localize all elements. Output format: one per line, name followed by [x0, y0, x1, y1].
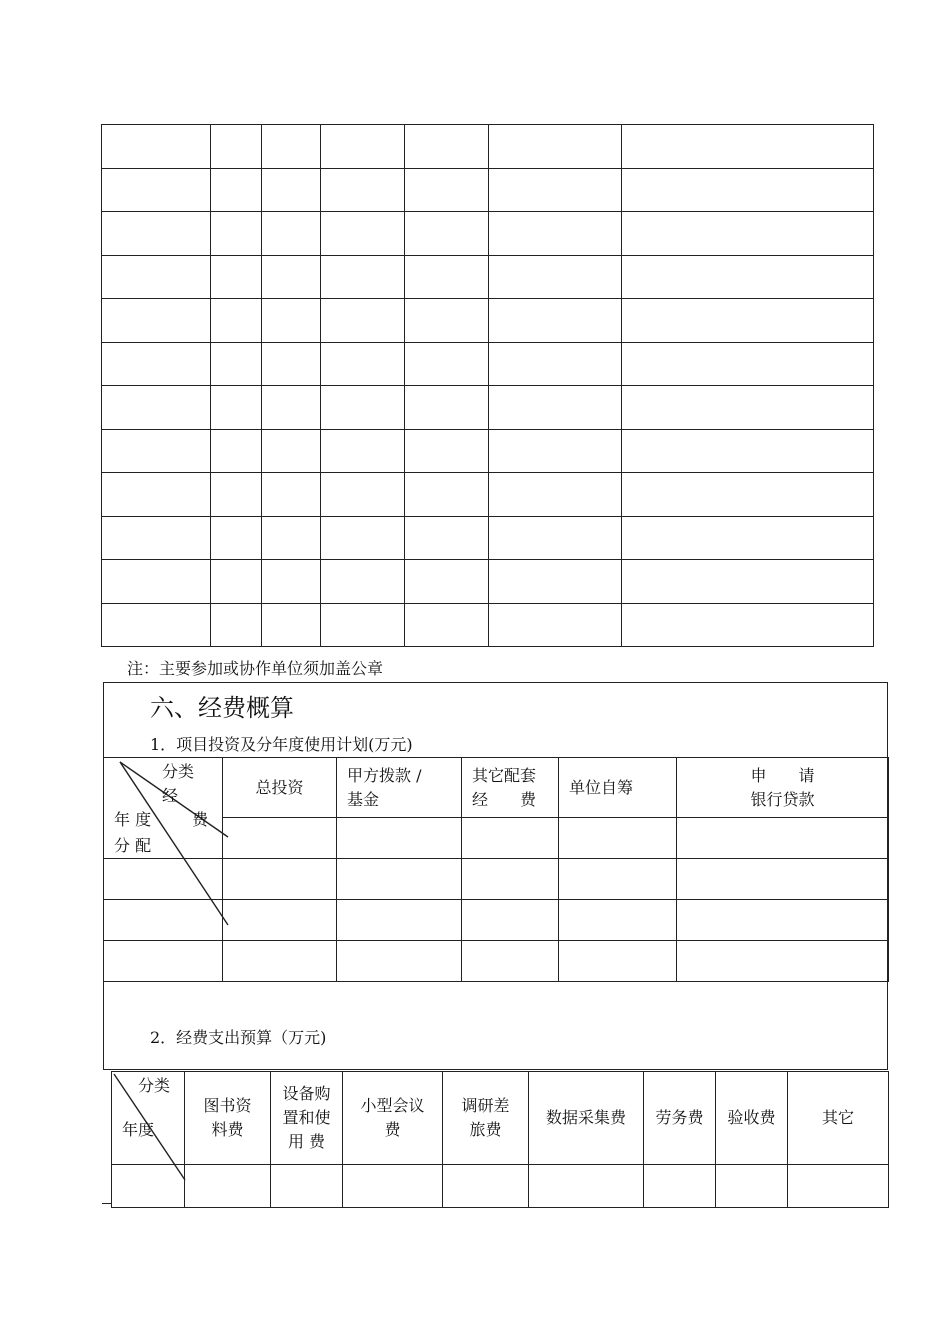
member-cell: [405, 386, 489, 430]
member-cell: [321, 168, 405, 212]
member-cell: [405, 255, 489, 299]
member-cell: [489, 125, 622, 169]
member-cell: [211, 212, 262, 256]
member-row: [102, 212, 874, 256]
corner-label-allocation: 分 配: [114, 836, 152, 855]
member-row: [102, 255, 874, 299]
member-cell: [102, 255, 211, 299]
member-row: [102, 560, 874, 604]
member-cell: [622, 299, 874, 343]
member-cell: [405, 168, 489, 212]
member-cell: [622, 212, 874, 256]
plan-row: [104, 941, 889, 982]
plan-subtitle: 1．项目投资及分年度使用计划(万元): [150, 735, 413, 754]
member-cell: [489, 473, 622, 517]
member-cell: [262, 299, 321, 343]
member-cell: [405, 429, 489, 473]
member-cell: [211, 168, 262, 212]
member-cell: [622, 168, 874, 212]
member-row: [102, 168, 874, 212]
member-cell: [321, 516, 405, 560]
member-cell: [622, 516, 874, 560]
member-cell: [211, 125, 262, 169]
plan-corner-cell: [104, 758, 223, 859]
member-cell: [321, 473, 405, 517]
page-edge-mark: [102, 1203, 112, 1204]
member-cell: [622, 560, 874, 604]
member-cell: [321, 255, 405, 299]
member-cell: [622, 429, 874, 473]
col-party-a-funding: 甲方拨款 / 基金: [337, 758, 462, 818]
member-cell: [321, 386, 405, 430]
corner-label-category: 分类: [162, 762, 195, 781]
col-data-collection: 数据采集费: [529, 1072, 644, 1165]
member-cell: [262, 255, 321, 299]
col-research-travel: 调研差 旅费: [443, 1072, 529, 1165]
budget-corner-category: 分类: [138, 1076, 171, 1095]
member-cell: [102, 168, 211, 212]
member-cell: [211, 386, 262, 430]
member-cell: [102, 212, 211, 256]
member-cell: [211, 516, 262, 560]
col-other: 其它: [788, 1072, 889, 1165]
member-cell: [405, 560, 489, 604]
member-cell: [211, 342, 262, 386]
member-cell: [405, 603, 489, 647]
investment-plan-table: [103, 757, 889, 982]
member-cell: [102, 473, 211, 517]
member-cell: [489, 516, 622, 560]
member-row: [102, 429, 874, 473]
member-cell: [489, 212, 622, 256]
member-cell: [211, 255, 262, 299]
member-cell: [102, 429, 211, 473]
corner-label-year: 年 度: [114, 810, 152, 829]
member-cell: [211, 299, 262, 343]
members-table: [101, 124, 874, 647]
member-cell: [405, 125, 489, 169]
member-cell: [102, 516, 211, 560]
member-cell: [321, 299, 405, 343]
member-cell: [102, 386, 211, 430]
member-cell: [622, 386, 874, 430]
member-cell: [211, 429, 262, 473]
member-cell: [489, 386, 622, 430]
member-cell: [489, 299, 622, 343]
member-row: [102, 299, 874, 343]
member-cell: [489, 168, 622, 212]
seal-note: 注：主要参加或协作单位须加盖公章: [127, 659, 384, 678]
member-cell: [321, 560, 405, 604]
member-cell: [489, 560, 622, 604]
member-cell: [102, 125, 211, 169]
member-cell: [262, 473, 321, 517]
member-cell: [622, 603, 874, 647]
member-cell: [489, 603, 622, 647]
member-cell: [622, 473, 874, 517]
member-cell: [211, 473, 262, 517]
expense-budget-table: [111, 1071, 889, 1208]
budget-header-row: [112, 1072, 889, 1165]
member-cell: [405, 299, 489, 343]
member-cell: [405, 212, 489, 256]
member-cell: [489, 342, 622, 386]
member-cell: [102, 603, 211, 647]
budget-corner-cell: [112, 1072, 185, 1165]
corner-label-jing: 经: [162, 786, 179, 805]
member-cell: [211, 603, 262, 647]
col-other-matching: 其它配套 经 费: [462, 758, 559, 818]
member-cell: [262, 168, 321, 212]
member-cell: [321, 603, 405, 647]
member-cell: [622, 342, 874, 386]
member-cell: [405, 473, 489, 517]
member-row: [102, 516, 874, 560]
member-row: [102, 386, 874, 430]
member-cell: [321, 342, 405, 386]
member-cell: [321, 212, 405, 256]
member-cell: [321, 429, 405, 473]
member-row: [102, 473, 874, 517]
plan-header-row: [104, 758, 889, 818]
col-labor: 劳务费: [644, 1072, 716, 1165]
col-small-meetings: 小型会议 费: [343, 1072, 443, 1165]
member-cell: [102, 342, 211, 386]
col-bank-loan: 申 请 银行贷款: [677, 758, 889, 818]
corner-label-fei: 费: [192, 810, 209, 829]
member-cell: [262, 560, 321, 604]
member-cell: [211, 560, 262, 604]
member-cell: [489, 429, 622, 473]
member-cell: [489, 255, 622, 299]
member-cell: [622, 125, 874, 169]
member-cell: [262, 212, 321, 256]
member-cell: [405, 516, 489, 560]
budget-subtitle: 2．经费支出预算（万元): [150, 1028, 327, 1047]
col-acceptance: 验收费: [716, 1072, 788, 1165]
budget-corner-year: 年度: [122, 1120, 155, 1139]
member-cell: [405, 342, 489, 386]
col-books-materials: 图书资 料费: [185, 1072, 271, 1165]
col-self-raised: 单位自筹: [559, 758, 677, 818]
member-cell: [262, 342, 321, 386]
member-row: [102, 603, 874, 647]
member-cell: [262, 386, 321, 430]
section-title: 六、经费概算: [150, 694, 294, 722]
member-row: [102, 342, 874, 386]
member-cell: [622, 255, 874, 299]
col-equipment: 设备购 置和使 用 费: [271, 1072, 343, 1165]
member-cell: [262, 516, 321, 560]
member-cell: [262, 429, 321, 473]
member-cell: [321, 125, 405, 169]
member-row: [102, 125, 874, 169]
member-cell: [262, 125, 321, 169]
member-cell: [102, 299, 211, 343]
member-cell: [262, 603, 321, 647]
col-total-investment: 总投资: [223, 758, 337, 818]
budget-row: [112, 1165, 889, 1208]
member-cell: [102, 560, 211, 604]
